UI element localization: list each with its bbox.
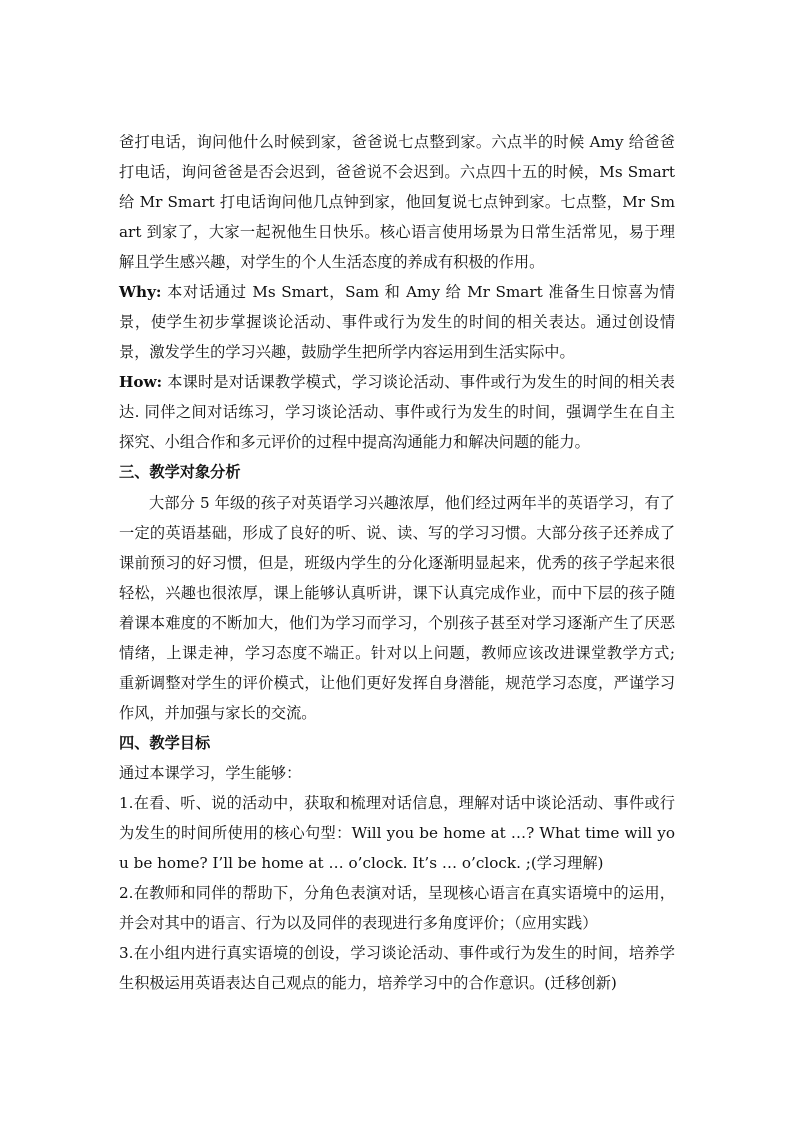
teaching-goal-item-1: 1.在看、听、说的活动中，获取和梳理对话信息，理解对话中谈论活动、事件或行为发生的时间所使用的核心句型：Will you be home at …? What time will you be home? I’ll be home at … o’clock. It’s … o’clock. ;(学习理解) [119, 794, 675, 872]
what-paragraph-continuation: 爸打电话，询问他什么时候到家，爸爸说七点整到家。六点半的时候 Amy 给爸爸打电话，询问爸爸是否会迟到，爸爸说不会迟到。六点四十五的时候，Ms Smart 给 Mr Smart 打电话询问他几点钟到家，他回复说七点钟到家。七点整，Mr Smart 到家了，大家一起祝他生日快乐。核心语言使用场景为日常生活常见，易于理解且学生感兴趣，对学生的个人生活态度的养成有积极的作用。 [119, 133, 675, 271]
how-label: How: [119, 373, 163, 391]
student-analysis-paragraph: 大部分 5 年级的孩子对英语学习兴趣浓厚，他们经过两年半的英语学习，有了一定的英语基础，形成了良好的听、说、读、写的学习习惯。大部分孩子还养成了课前预习的好习惯，但是，班级内学生的分化逐渐明显起来，优秀的孩子学起来很轻松，兴趣也很浓厚，课上能够认真听讲，课下认真完成作业，而中下层的孩子随着课本难度的不断加大，他们为学习而学习，个别孩子甚至对学习逐渐产生了厌恶情绪，上课走神，学习态度不端正。针对以上问题，教师应该改进课堂教学方式; 重新调整对学生的评价模式，让他们更好发挥自身潜能，规范学习态度，严谨学习作风，并加强与家长的交流。 [119, 493, 675, 722]
why-text: 本对话通过 Ms Smart，Sam 和 Amy 给 Mr Smart 准备生日惊喜为情景，使学生初步掌握谈论活动、事件或行为发生的时间的相关表达。通过创设情景，激发学生的学习兴趣，鼓励学生把所学内容运用到生活实际中。 [119, 283, 675, 361]
why-label: Why: [119, 283, 162, 301]
section-heading-student-analysis: 三、教学对象分析 [119, 463, 241, 481]
teaching-goal-item-3: 3.在小组内进行真实语境的创设，学习谈论活动、事件或行为发生的时间，培养学生积极运用英语表达自己观点的能力，培养学习中的合作意识。(迁移创新) [119, 944, 675, 992]
document-page [119, 127, 675, 998]
teaching-goals-intro: 通过本课学习，学生能够： [119, 764, 302, 782]
how-paragraph [119, 367, 675, 457]
why-paragraph [119, 277, 675, 367]
how-text: 本课时是对话课教学模式，学习谈论活动、事件或行为发生的时间的相关表达. 同伴之间对话练习，学习谈论活动、事件或行为发生的时间，强调学生在自主探究、小组合作和多元评价的过程中提高沟通能力和解决问题的能力。 [119, 373, 675, 451]
teaching-goal-item-2: 2.在教师和同伴的帮助下，分角色表演对话，呈现核心语言在真实语境中的运用，并会对其中的语言、行为以及同伴的表现进行多角度评价；（应用实践） [119, 884, 675, 932]
section-heading-teaching-goals: 四、教学目标 [119, 733, 211, 752]
